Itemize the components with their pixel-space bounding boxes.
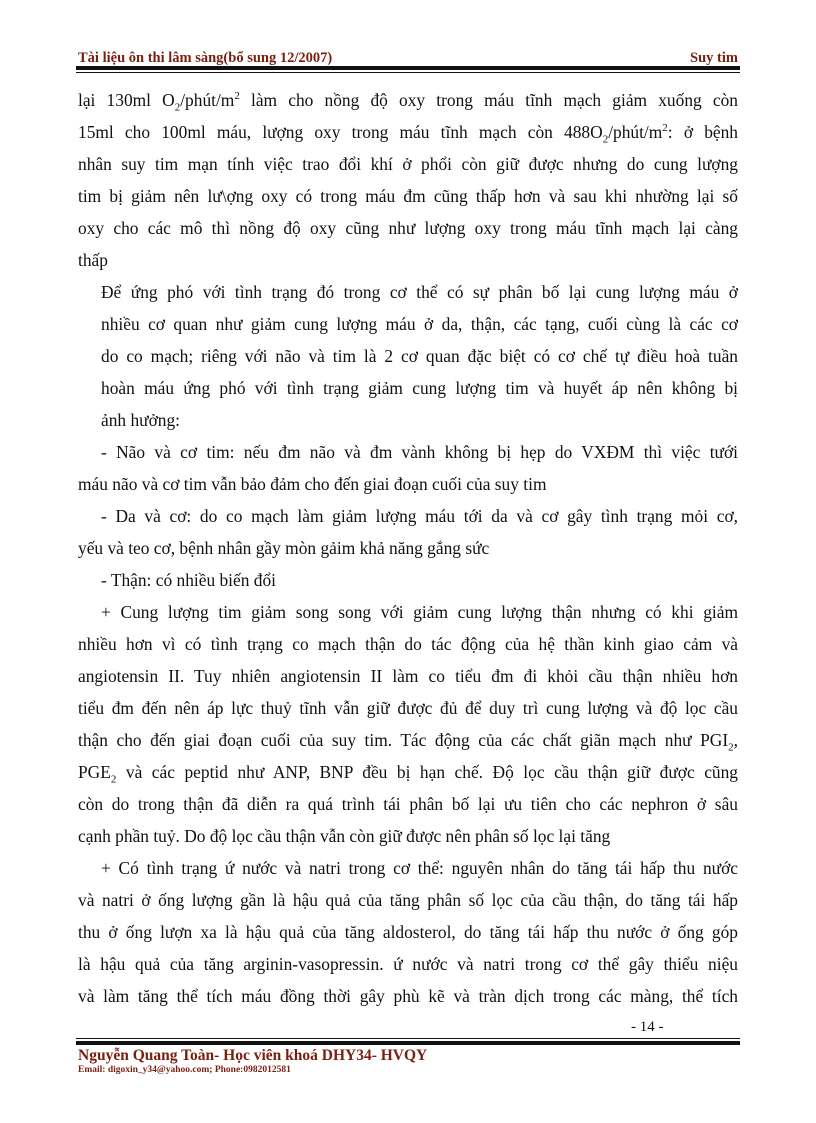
text-line: thấp: [78, 250, 108, 270]
header-section-title: Suy tim: [690, 50, 738, 66]
text-line: thận cho đến giai đoạn cuối của suy tim. Tác động của các chất giãn mạch như $PGI_2$,: [78, 730, 738, 754]
paragraph-redistribution: [78, 276, 738, 436]
text-line: thu ở ống lượn xa là hậu quả của tăng aldosterol, do tăng tái hấp thu nước ở ống góp: [78, 922, 738, 942]
text-line: yếu và teo cơ, bệnh nhân gầy mòn gảim khả năng gắng sức: [78, 538, 490, 558]
text-line: - Thận: có nhiều biến đổi: [101, 570, 276, 590]
paragraph-oxygen: [78, 84, 738, 276]
text-line: Để ứng phó với tình trạng đó trong cơ thể có sự phân bố lại cung lượng máu ở: [101, 282, 738, 302]
paragraph-renal-output: [78, 596, 738, 852]
paragraph-kidney: [78, 564, 738, 596]
text-line: và natri ở ống lượng gần là hậu quả của tăng phân số lọc của cầu thận, do tăng tái hấp: [78, 890, 738, 910]
text-line: do co mạch; riêng với não và tim là 2 cơ quan đặc biệt có cơ chế tự điều hoà tuần: [101, 346, 738, 366]
text-line: là hậu quả của tăng arginin-vasopressin. ứ nước và natri trong cơ thể gây thiểu niệu: [78, 954, 738, 974]
footer-contact: Email: digoxin_y34@yahoo.com; Phone:0982012581: [78, 1065, 291, 1075]
footer-rule-thick: [76, 1041, 740, 1045]
text-line: nhiều hơn vì có tình trạng co mạch thận do tác động của hệ thần kinh giao cảm và: [78, 634, 738, 654]
text-line: cạnh phần tuỷ. Do độ lọc cầu thận vẫn còn giữ được nên phân số lọc lại tăng: [78, 826, 611, 846]
text-line: angiotensin II. Tuy nhiên angiotensin II làm co tiểu đm đi khỏi cầu thận nhiều hơn: [78, 666, 738, 686]
footer-rule-thin: [76, 1038, 740, 1039]
header-document-title: Tài liệu ôn thi lâm sàng(bổ sung 12/2007): [78, 50, 333, 66]
text-line: máu não và cơ tim vẫn bảo đảm cho đến giai đoạn cuối của suy tim: [78, 474, 547, 494]
paragraph-water-sodium: [78, 852, 738, 1012]
paragraph-skin-muscle: [78, 500, 738, 564]
page-number: - 14 -: [631, 1019, 664, 1035]
text-line: nhân suy tim mạn tính việc trao đổi khí ở phổi còn giữ được nhưng do cung lượng: [78, 154, 738, 174]
text-line: - Não và cơ tim: nếu đm não và đm vành không bị hẹp do VXĐM thì việc tưới: [101, 442, 738, 462]
header-rule-thin: [76, 72, 740, 73]
text-line: + Có tình trạng ứ nước và natri trong cơ thể: nguyên nhân do tăng tái hấp thu nước: [101, 858, 738, 878]
text-line: - Da và cơ: do co mạch làm giảm lượng máu tới da và cơ gây tình trạng mỏi cơ,: [101, 506, 738, 526]
page-body: [78, 84, 738, 1012]
text-line: hoàn máu ứng phó với tình trạng giảm cung lượng tim và huyết áp nên không bị: [101, 378, 738, 398]
text-line: 15ml cho 100ml máu, lượng oxy trong máu tĩnh mạch còn $488O_2/phút/m^2$: ở bệnh: [78, 122, 739, 146]
text-line: tiểu đm đến nên áp lực thuỷ tĩnh vẫn giữ được đủ để duy trì cung lượng và độ lọc cầu: [78, 698, 738, 718]
text-line: còn do trong thận đã diễn ra quá trình tái phân bố lại ưu tiên cho các nephron ở sâu: [78, 794, 738, 814]
text-line: tim bị giảm nên lư\ợng oxy có trong máu đm cũng thấp hơn và sau khi nhường lại số: [78, 186, 738, 206]
text-line: $PGE_2$ và các peptid như ANP, BNP đều bị hạn chế. Độ lọc cầu thận giữ được cũng: [78, 762, 738, 786]
text-line: nhiều cơ quan như giảm cung lượng máu ở da, thận, các tạng, cuối cùng là các cơ: [101, 314, 738, 334]
text-line: ảnh hưởng:: [101, 410, 180, 430]
footer-author: Nguyễn Quang Toàn- Học viên khoá DHY34- HVQY: [78, 1047, 428, 1064]
text-line: oxy cho các mô thì nồng độ oxy cũng như lượng oxy trong máu tĩnh mạch lại càng: [78, 218, 738, 238]
paragraph-brain-heart: [78, 436, 738, 500]
text-line: lại 130ml $O_2/phút/m^2$ làm cho nồng độ oxy trong máu tĩnh mạch giảm xuống còn: [78, 90, 738, 114]
text-line: và làm tăng thể tích máu đồng thời gây phù kẽ và tràn dịch trong các màng, thể tích: [78, 986, 738, 1006]
text-line: + Cung lượng tim giảm song song với giảm cung lượng thận nhưng có khi giảm: [101, 602, 738, 622]
header-rule-thick: [76, 66, 740, 70]
